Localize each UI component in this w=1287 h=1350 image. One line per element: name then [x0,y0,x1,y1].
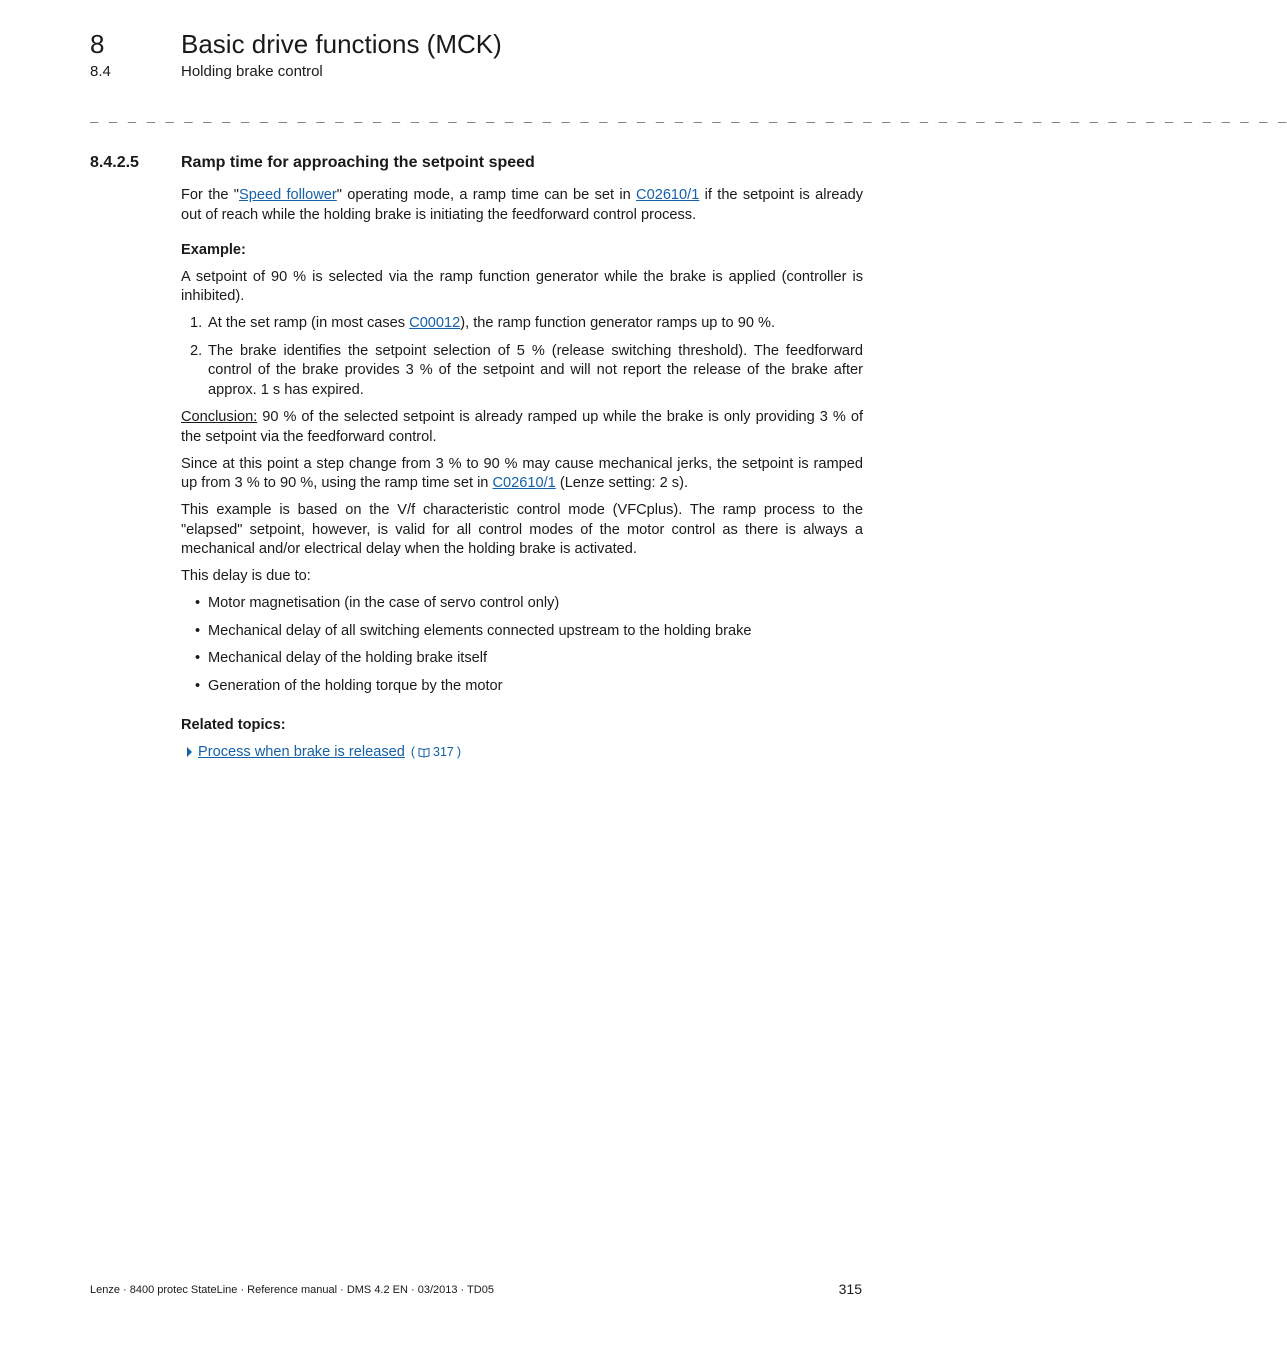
delay-list [181,594,863,696]
page-content [181,186,863,762]
conclusion-label: Conclusion: [181,409,258,425]
list-item: • Mechanical delay of the holding brake itself [181,649,863,669]
header-separator: _ _ _ _ _ _ _ _ _ _ _ _ _ _ _ _ _ _ _ _ _ _ _ _ _ _ _ _ _ _ _ _ _ _ _ _ _ _ _ _ _ _ _ _ _ _ _ _ _ _ _ _ _ _ _ _ _ _ _ _ _ _ _ _ [90,107,1287,123]
footer-document-info: Lenze · 8400 protec StateLine · Reference manual · DMS 4.2 EN · 03/2013 · TD05 [90,1284,494,1296]
page-number: 315 [838,1281,862,1297]
speed-follower-link[interactable]: Speed follower [238,187,337,203]
list-item: • Motor magnetisation (in the case of servo control only) [181,594,863,614]
process-brake-released-link[interactable]: Process when brake is released [198,743,405,760]
bullet: • [195,650,201,666]
intro-paragraph: For the "Speed follower" operating mode, a ramp time can be set in C02610/1 if the setpoint is already out of reach while the holding brake is initiating the feedforward control process. [181,187,864,223]
book-icon [418,747,430,757]
c02610-link[interactable]: C02610/1 [492,475,556,491]
list-item: • Generation of the holding torque by the motor [181,677,863,697]
related-topic-item [187,743,863,763]
c00012-link[interactable]: C00012 [409,315,461,331]
list-item: • Mechanical delay of all switching elements connected upstream to the holding brake [181,622,863,642]
subsection-title: Ramp time for approaching the setpoint speed [181,154,535,171]
list-item: 1. At the set ramp (in most cases C00012), the ramp function generator ramps up to 90 %. [181,314,863,334]
bullet: • [195,595,201,611]
section-number: 8.4 [90,63,111,80]
step-number: 1. [190,315,203,331]
subsection-number: 8.4.2.5 [90,154,139,171]
conclusion-paragraph: Conclusion: 90 % of the selected setpoint is already ramped up while the brake is only providing 3 % of the setpoint via the feedforward control. [181,409,863,445]
example-steps [181,314,863,400]
vf-paragraph: This example is based on the V/f characteristic control mode (VFCplus). The ramp process to the "elapsed" setpoint, however, is valid for all control modes of the motor control as there is always a mechanical and/or electrical delay when the holding brake is activated. [181,502,863,557]
chapter-title: Basic drive functions (MCK) [181,29,502,59]
section-title: Holding brake control [181,63,323,80]
step-number: 2. [190,342,203,359]
page-reference[interactable]: ( 317 ) [410,744,462,759]
step-change-paragraph: Since at this point a step change from 3 % to 90 % may cause mechanical jerks, the setpoint is ramped up from 3 % to 90 %, using the ramp time set in C02610/1 (Lenze setting: 2 s). [181,455,863,491]
chapter-number: 8 [90,29,105,59]
bullet: • [195,677,201,694]
related-topics-heading: Related topics: [181,717,286,733]
delay-intro: This delay is due to: [181,568,311,584]
arrow-right-icon [187,747,192,757]
bullet: • [195,622,201,639]
list-item: 2. The brake identifies the setpoint selection of 5 % (release switching threshold). The feedforward control of the brake provides 3 % of the setpoint and will not report the release of the brake after approx. 1 s has expired. [190,342,863,398]
example-heading: Example: [181,242,246,258]
example-paragraph: A setpoint of 90 % is selected via the ramp function generator while the brake is applied (controller is inhibited). [181,268,863,304]
c02610-link[interactable]: C02610/1 [636,187,700,203]
